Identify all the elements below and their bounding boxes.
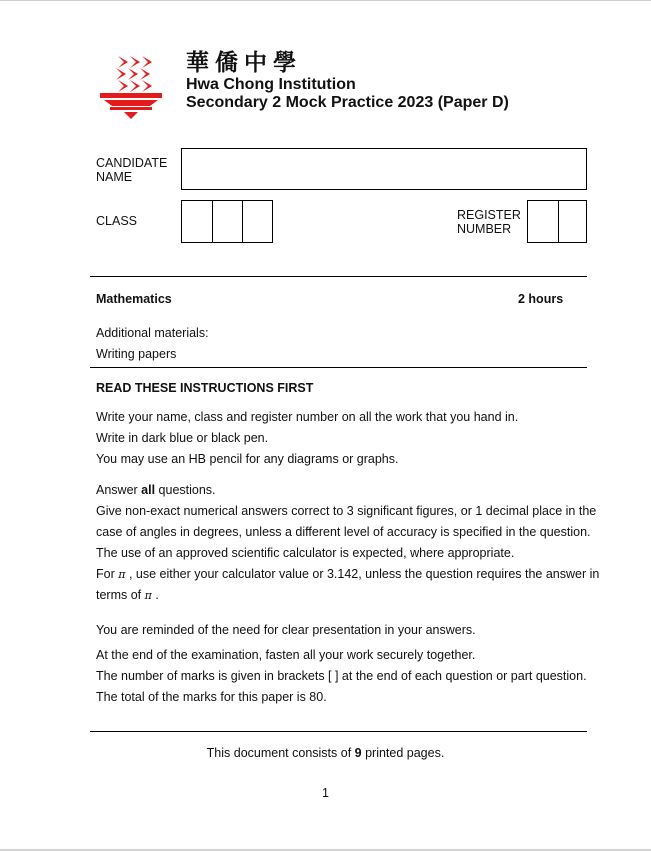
answer-suffix: questions. <box>155 483 216 497</box>
instruction-line: The use of an approved scientific calculator is expected, where appropriate. <box>96 546 515 560</box>
pi-symbol: π <box>118 568 126 581</box>
pages-count: 9 <box>354 746 362 760</box>
pages-suffix: printed pages. <box>361 746 445 760</box>
instruction-line: At the end of the examination, fasten all your work securely together. <box>96 648 476 662</box>
instruction-line <box>96 567 599 581</box>
instruction-line: Give non-exact numerical answers correct to 3 significant figures, or 1 decimal place in the <box>96 504 597 518</box>
school-chinese-name: 華僑中學 <box>186 50 302 76</box>
divider <box>90 367 587 368</box>
exam-duration: 2 hours <box>518 292 564 306</box>
paper-title: Secondary 2 Mock Practice 2023 (Paper D) <box>186 94 509 111</box>
answer-prefix: Answer <box>96 483 142 497</box>
divider <box>90 731 587 732</box>
instruction-line: The total of the marks for this paper is 80. <box>96 690 327 704</box>
instruction-line <box>96 483 216 497</box>
additional-materials-value: Writing papers <box>96 347 177 361</box>
school-name: Hwa Chong Institution <box>186 76 356 93</box>
class-box-cell <box>213 201 243 242</box>
class-box-cell <box>182 201 213 242</box>
instruction-line: You are reminded of the need for clear presentation in your answers. <box>96 623 476 637</box>
subject-label: Mathematics <box>96 292 172 306</box>
instruction-line: The number of marks is given in brackets [ ] at the end of each question or part question. <box>96 669 587 683</box>
candidate-name-label: CANDIDATE NAME <box>96 156 168 184</box>
school-logo-icon <box>96 54 166 124</box>
pi-line2-prefix: terms of <box>96 588 145 602</box>
answer-bold: all <box>141 483 156 497</box>
page-top-edge <box>0 0 651 1</box>
register-number-box[interactable] <box>527 200 587 243</box>
candidate-name-box[interactable] <box>181 148 587 190</box>
register-number-label: REGISTER NUMBER <box>457 208 521 236</box>
divider <box>90 276 587 277</box>
pages-prefix: This document consists of <box>206 746 355 760</box>
instruction-line: case of angles in degrees, unless a different level of accuracy is specified in the question. <box>96 525 591 539</box>
instructions-heading: READ THESE INSTRUCTIONS FIRST <box>96 381 314 395</box>
instruction-line: You may use an HB pencil for any diagrams or graphs. <box>96 452 399 466</box>
register-number-cell <box>528 201 559 242</box>
page-count-note <box>0 746 651 760</box>
page-number: 1 <box>322 786 329 800</box>
additional-materials-label: Additional materials: <box>96 326 209 340</box>
pi-line2-suffix: . <box>151 588 159 602</box>
pi-symbol: π <box>144 589 152 602</box>
pi-line-prefix: For <box>96 567 119 581</box>
instruction-line: Write your name, class and register number on all the work that you hand in. <box>96 410 519 424</box>
instruction-line: Write in dark blue or black pen. <box>96 431 269 445</box>
instruction-line <box>96 588 159 602</box>
class-box[interactable] <box>181 200 273 243</box>
pi-line-suffix: , use either your calculator value or 3.142, unless the question requires the answer in <box>125 567 600 581</box>
class-label: CLASS <box>96 214 137 228</box>
